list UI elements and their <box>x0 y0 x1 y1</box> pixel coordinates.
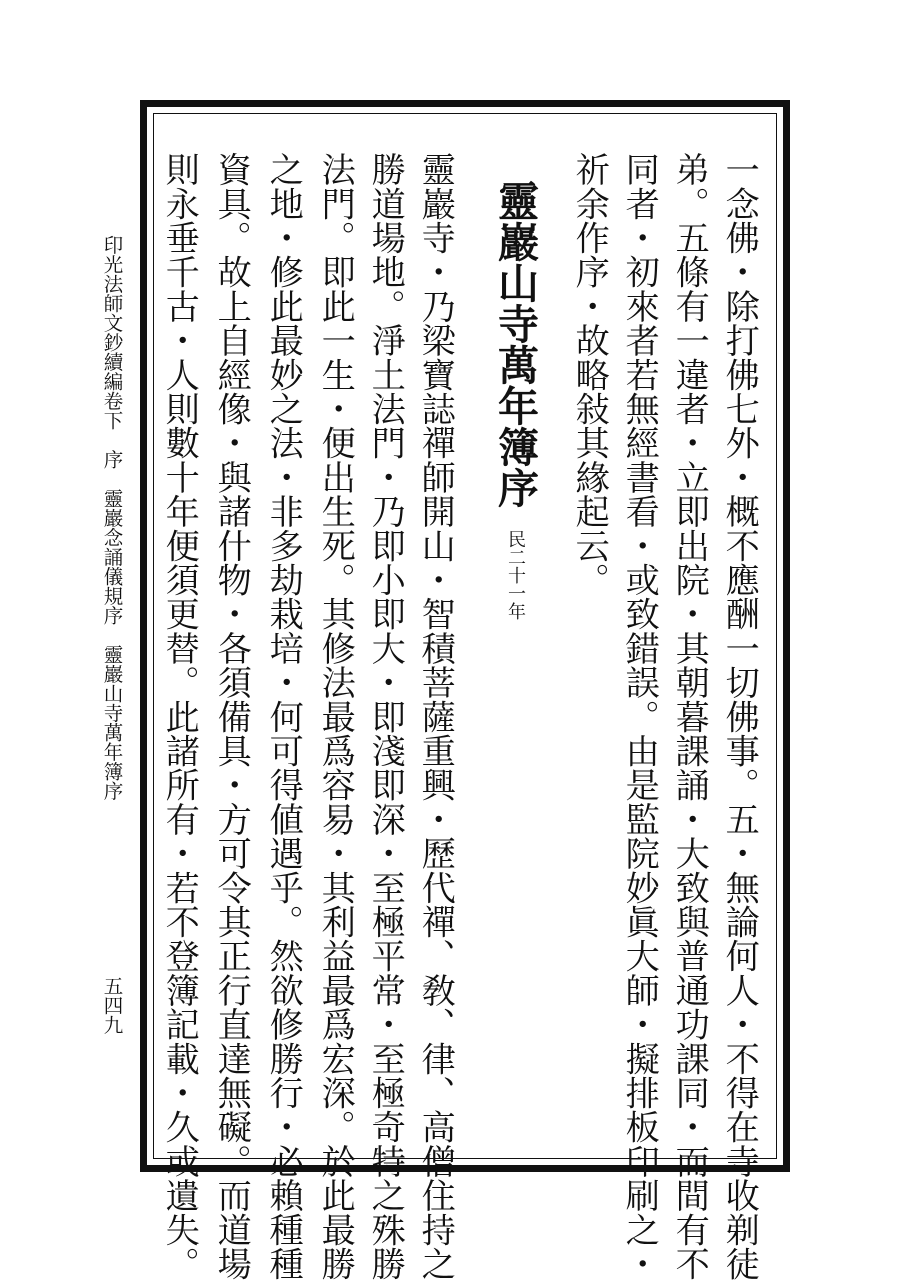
text-column-2: 弟。五條有一違者・立即出院・其朝暮課誦・大致與普通功課同・而間有不 <box>669 152 710 1281</box>
text-column-8: 之地・修此最妙之法・非多劫栽培・何可得値遇乎。然欲修勝行・必賴種種 <box>263 152 304 1281</box>
text-column-10: 則永垂千古・人則數十年便須更替。此諸所有・若不登簿記載・久或遺失。 <box>159 152 200 1281</box>
text-column-9: 資具。故上自經像・與諸什物・各須備具・方可令其正行直達無礙。而道場 <box>211 152 252 1281</box>
running-header: 印光法師文鈔續編卷下 序 靈巖念誦儀規序 靈巖山寺萬年簿序 <box>100 235 124 801</box>
text-column-3: 同者・初來者若無經書看・或致錯誤。由是監院妙眞大師・擬排板印刷之・ <box>619 152 660 1281</box>
text-column-4: 祈余作序・故略敍其緣起云。 <box>569 152 610 597</box>
article-date: 民二十一年 <box>505 530 526 620</box>
text-column-1: 一念佛・除打佛七外・概不應酬一切佛事。五・無論何人・不得在寺收剃徒 <box>719 152 760 1281</box>
article-title: 靈巖山寺萬年簿序 <box>491 180 539 508</box>
text-column-7: 法門。即此一生・便出生死。其修法最爲容易・其利益最爲宏深。於此最勝 <box>315 152 356 1281</box>
text-column-5: 靈巖寺・乃梁寶誌禪師開山・智積菩薩重興・歷代禪、敎、律、高僧住持之 <box>415 152 456 1281</box>
page-number: 五四九 <box>100 976 124 1035</box>
text-column-6: 勝道場地。淨土法門・乃即小即大・即淺即深・至極平常・至極奇特之殊勝 <box>365 152 406 1281</box>
